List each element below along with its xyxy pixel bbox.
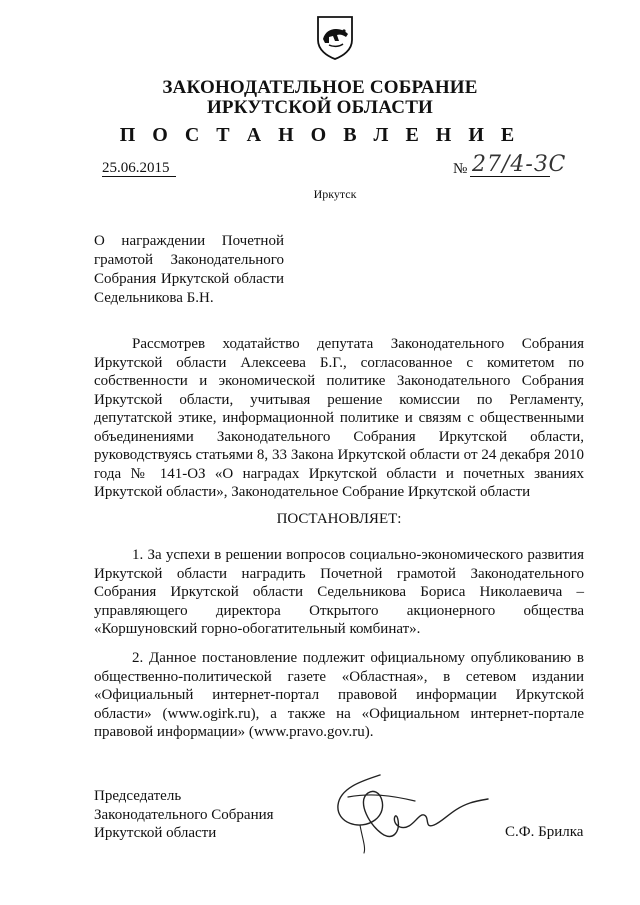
signatory-name: С.Ф. Брилка xyxy=(505,824,584,840)
preamble-paragraph: Рассмотрев ходатайство депутата Законодательного Собрания Иркутской области Алексеева Б.Г., согласованное с комитетом по собственности и экономической политике Законодательного Собрания Иркутской области, учитывая решение комиссии по Регламенту, депутатской этике, информационной политике и связям с общественными объединениями Законодательного Собрания Иркутской области, руководствуясь статьями 8, 33 Закона Иркутской области от 24 декабря 2010 года № 141-ОЗ «О наградах Иркутской области и почетных званиях Иркутской области», Законодательное Собрание Иркутской области xyxy=(94,336,584,500)
document-type-title: П О С Т А Н О В Л Е Н И Е xyxy=(119,124,521,146)
organization-name-line2: ИРКУТСКОЙ ОБЛАСТИ xyxy=(206,97,434,118)
signatory-title xyxy=(94,787,274,843)
signatory-title-line3: Иркутской области xyxy=(94,825,217,841)
document-city: Иркутск xyxy=(313,187,357,201)
resolution-item-2: 2. Данное постановление подлежит официальному опубликованию в общественно-политической газете «Областная», в сетевом издании «Официальный интернет-портал правовой информации Иркутской области» (www.ogirk.ru), а также на «Официальном интернет-портале правовой информации» (www.pravo.gov.ru). xyxy=(94,650,584,740)
document-number-prefix: № xyxy=(453,161,468,177)
organization-name-line1: ЗАКОНОДАТЕЛЬНОЕ СОБРАНИЕ xyxy=(162,77,478,98)
document-subject: О награждении Почетной грамотой Законодательного Собрания Иркутской области Седельникова Б.Н. xyxy=(94,233,284,306)
document-date: 25.06.2015 xyxy=(102,160,176,177)
document-number-handwritten: 27/4-ЗС xyxy=(472,152,567,177)
signatory-title-line2: Законодательного Собрания xyxy=(94,806,274,823)
resolution-item-1: 1. За успехи в решении вопросов социально-экономического развития Иркутской области наградить Почетной грамотой Законодательного Собрания Иркутской области Седельникова Бориса Николаевича – управляющего директора Открытого акционерного общества «Коршуновский горно-обогатительный комбинат». xyxy=(94,547,584,637)
signatory-title-line1: Председатель xyxy=(94,788,182,804)
handwritten-signature xyxy=(320,765,490,855)
document-number-underline xyxy=(470,176,550,177)
coat-of-arms-icon xyxy=(315,14,355,60)
resolves-heading: ПОСТАНОВЛЯЕТ: xyxy=(276,511,402,527)
